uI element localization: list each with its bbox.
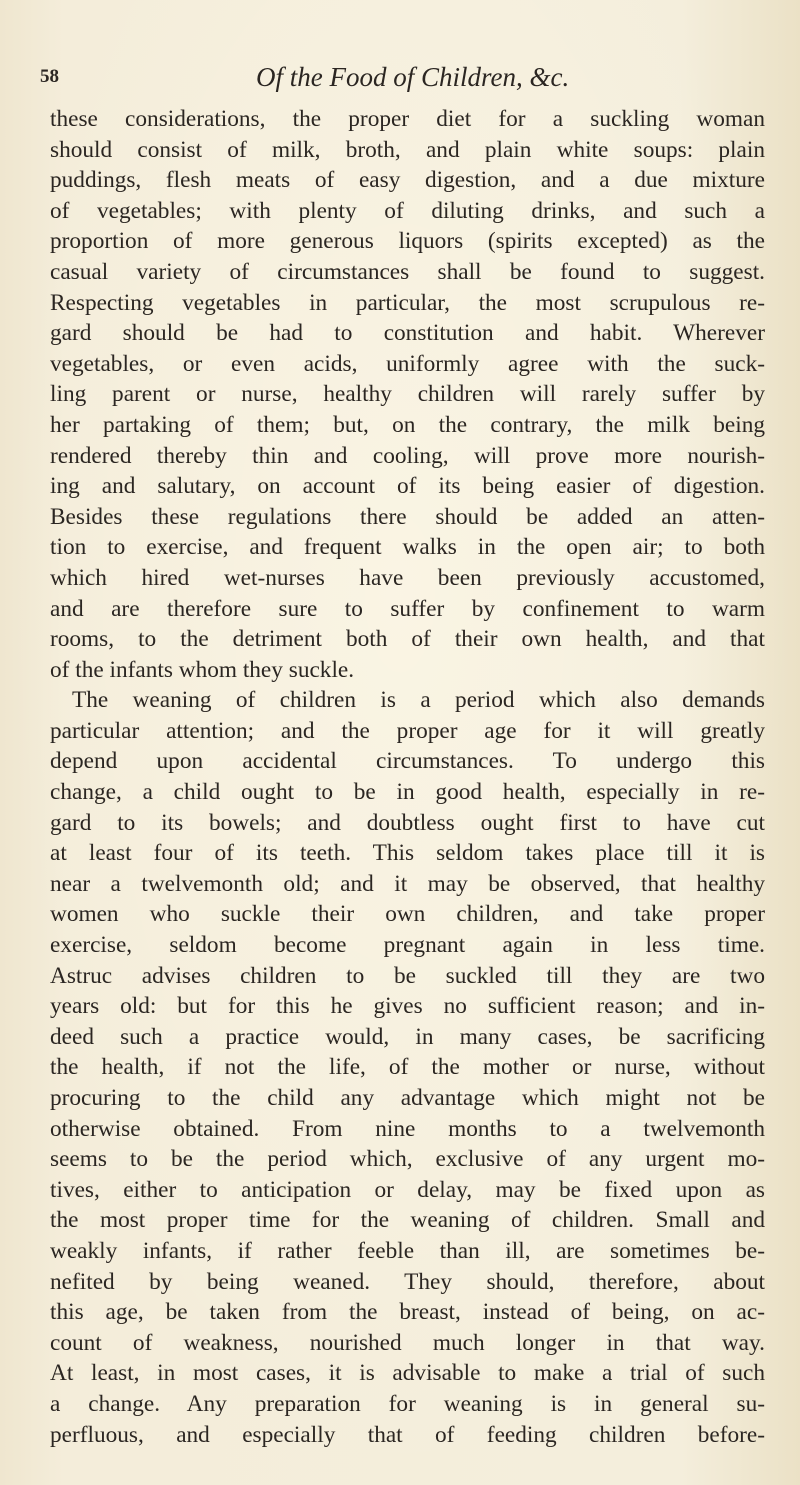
text-line: casual variety of circumstances shall be found to suggest. bbox=[50, 258, 765, 285]
text-line: this age, be taken from the breast, instead of being, on ac- bbox=[50, 1299, 765, 1326]
text-line: at least four of its teeth. This seldom takes place till it is bbox=[50, 840, 765, 867]
text-line: should consist of milk, broth, and plain white soups: plain bbox=[50, 136, 765, 163]
text-line: count of weakness, nourished much longer in that way. bbox=[50, 1329, 765, 1356]
text-line: tion to exercise, and frequent walks in the open air; to both bbox=[50, 534, 765, 561]
running-head-title: Of the Food of Children, &c. bbox=[256, 62, 570, 92]
text-line: these considerations, the proper diet for a suckling woman bbox=[50, 106, 765, 132]
text-line: Astruc advises children to be suckled till they are two bbox=[50, 962, 765, 989]
text-line: puddings, flesh meats of easy digestion, and a due mixture bbox=[50, 167, 765, 194]
text-line: proportion of more generous liquors (spirits excepted) as the bbox=[50, 228, 765, 255]
text-line: tives, either to anticipation or delay, may be fixed upon as bbox=[50, 1176, 765, 1203]
text-line: a change. Any preparation for weaning is in general su- bbox=[50, 1390, 765, 1417]
text-line: ling parent or nurse, healthy children will rarely suffer by bbox=[50, 381, 765, 408]
text-line: gard should be had to constitution and habit. Wherever bbox=[50, 320, 765, 347]
text-line: ing and salutary, on account of its being easier of digestion. bbox=[50, 473, 765, 500]
text-line: of the infants whom they suckle. bbox=[50, 656, 355, 683]
text-line: At least, in most cases, it is advisable to make a trial of such bbox=[50, 1360, 765, 1387]
text-line: perfluous, and especially that of feeding children before- bbox=[50, 1421, 765, 1448]
text-line: procuring to the child any advantage which might not be bbox=[50, 1085, 765, 1111]
text-line: her partaking of them; but, on the contrary, the milk being bbox=[50, 411, 765, 438]
text-line: gard to its bowels; and doubtless ought first to have cut bbox=[50, 809, 765, 836]
text-line: rooms, to the detriment both of their own health, and that bbox=[50, 626, 765, 653]
text-line: the most proper time for the weaning of children. Small and bbox=[50, 1207, 765, 1234]
text-line: which hired wet-nurses have been previously accustomed, bbox=[50, 564, 765, 591]
text-line: the health, if not the life, of the mother or nurse, without bbox=[50, 1054, 765, 1081]
text-line: particular attention; and the proper age for it will greatly bbox=[50, 717, 765, 744]
text-line: of vegetables; with plenty of diluting drinks, and such a bbox=[50, 197, 765, 224]
text-line: nefited by being weaned. They should, therefore, about bbox=[50, 1268, 765, 1295]
text-line: weakly infants, if rather feeble than ill, are sometimes be- bbox=[50, 1237, 765, 1264]
text-line: Respecting vegetables in particular, the most scrupulous re- bbox=[50, 289, 765, 316]
text-line: rendered thereby thin and cooling, will prove more nourish- bbox=[50, 442, 765, 469]
text-line: exercise, seldom become pregnant again in less time. bbox=[50, 932, 765, 959]
text-line: otherwise obtained. From nine months to a twelvemonth bbox=[50, 1115, 765, 1142]
text-line: women who suckle their own children, and take proper bbox=[50, 901, 765, 928]
text-line: deed such a practice would, in many cases, be sacrificing bbox=[50, 1023, 765, 1050]
text-line: and are therefore sure to suffer by confinement to warm bbox=[50, 595, 765, 622]
text-line: change, a child ought to be in good health, especially in re- bbox=[50, 779, 765, 806]
text-line: vegetables, or even acids, uniformly agree with the suck- bbox=[50, 350, 765, 377]
body-text bbox=[50, 104, 765, 1450]
text-line: Besides these regulations there should be added an atten- bbox=[50, 503, 765, 530]
text-line: seems to be the period which, exclusive of any urgent mo- bbox=[50, 1146, 765, 1173]
page-number: 58 bbox=[40, 66, 59, 87]
text-line: near a twelvemonth old; and it may be observed, that healthy bbox=[50, 870, 765, 897]
text-line: The weaning of children is a period which also demands bbox=[72, 687, 765, 714]
running-head bbox=[40, 62, 770, 96]
text-line: years old: but for this he gives no sufficient reason; and in- bbox=[50, 993, 765, 1020]
text-line: depend upon accidental circumstances. To undergo this bbox=[50, 748, 765, 775]
